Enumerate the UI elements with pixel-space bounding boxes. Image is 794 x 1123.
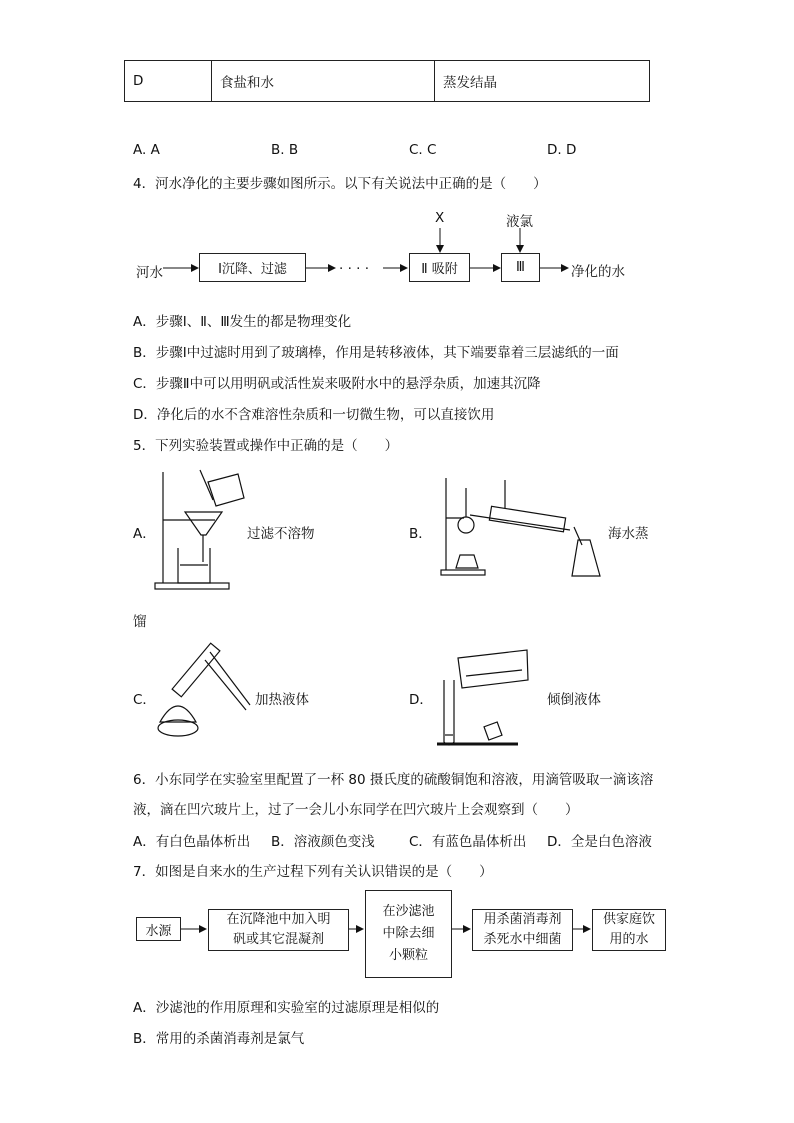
q7-option-a[interactable]: A．沙滤池的作用原理和实验室的过滤原理是相似的 — [133, 1000, 440, 1016]
q4-option-a[interactable]: A．步骤Ⅰ、Ⅱ、Ⅲ发生的都是物理变化 — [133, 314, 352, 330]
flow-step2-box: Ⅱ 吸附 — [409, 253, 470, 282]
q5-option-b-label: 海水蒸 — [608, 526, 649, 542]
q7-option-b[interactable]: B．常用的杀菌消毒剂是氯气 — [133, 1031, 305, 1047]
q5-option-a-label: 过滤不溶物 — [247, 526, 315, 542]
table-cell: 食盐和水 — [212, 61, 435, 102]
q5-option-a-letter[interactable]: A． — [133, 526, 156, 542]
q5-option-d-letter[interactable]: D． — [409, 692, 433, 708]
flow-box-household-water: 供家庭饮 用的水 — [592, 909, 666, 951]
q6-stem-line1: 6．小东同学在实验室里配置了一杯 80 摄氏度的硫酸铜饱和溶液，用滴管吸取一滴该溶 — [133, 772, 654, 788]
q5-option-d-label: 倾倒液体 — [547, 692, 601, 708]
flow-box-sedimentation: 在沉降池中加入明 矾或其它混凝剂 — [208, 909, 349, 951]
option-c[interactable]: C. C — [409, 142, 437, 158]
flow-input-chlorine: 液氯 — [506, 214, 533, 230]
flow-step1-box: Ⅰ沉降、过滤 — [199, 253, 306, 282]
option-d[interactable]: D. D — [547, 142, 577, 158]
option-c[interactable]: C．有蓝色晶体析出 — [409, 834, 527, 850]
option-a[interactable]: A．有白色晶体析出 — [133, 834, 251, 850]
q6-stem-line2: 液，滴在凹穴玻片上，过了一会儿小东同学在凹穴玻片上会观察到（ ） — [133, 802, 579, 818]
flow-box-disinfection: 用杀菌消毒剂 杀死水中细菌 — [472, 909, 573, 951]
q4-option-d[interactable]: D．净化后的水不含难溶性杂质和一切微生物，可以直接饮用 — [133, 407, 495, 423]
option-a[interactable]: A. A — [133, 142, 160, 158]
table-cell: D — [125, 61, 212, 102]
flow-box-sand-filter: 在沙滤池 中除去细 小颗粒 — [365, 890, 452, 978]
option-d[interactable]: D．全是白色溶液 — [547, 834, 652, 850]
q5-option-c-letter[interactable]: C． — [133, 692, 156, 708]
q4-option-c[interactable]: C．步骤Ⅱ中可以用明矾或活性炭来吸附水中的悬浮杂质，加速其沉降 — [133, 376, 541, 392]
option-b[interactable]: B. B — [271, 142, 299, 158]
flow-box-water-source: 水源 — [136, 917, 181, 941]
flow-step3-box: Ⅲ — [501, 253, 540, 282]
q5-stem: 5．下列实验装置或操作中正确的是（ ） — [133, 438, 399, 454]
q5-option-b-letter[interactable]: B． — [409, 526, 432, 542]
flow-start-label: 河水 — [136, 265, 163, 281]
q4-option-b[interactable]: B．步骤Ⅰ中过滤时用到了玻璃棒，作用是转移液体，其下端要靠着三层滤纸的一面 — [133, 345, 619, 361]
q7-stem: 7．如图是自来水的生产过程下列有关认识错误的是（ ） — [133, 864, 493, 880]
q4-stem: 4．河水净化的主要步骤如图所示。以下有关说法中正确的是（ ） — [133, 176, 547, 192]
option-b[interactable]: B．溶液颜色变浅 — [271, 834, 375, 850]
q5-option-c-label: 加热液体 — [255, 692, 309, 708]
q5-option-b-label-wrap: 馏 — [133, 614, 147, 630]
flow-input-x: X — [435, 210, 445, 226]
flow-dots: · · · · — [339, 261, 370, 277]
table-cell: 蒸发结晶 — [435, 61, 650, 102]
flow-end-label: 净化的水 — [571, 264, 625, 280]
